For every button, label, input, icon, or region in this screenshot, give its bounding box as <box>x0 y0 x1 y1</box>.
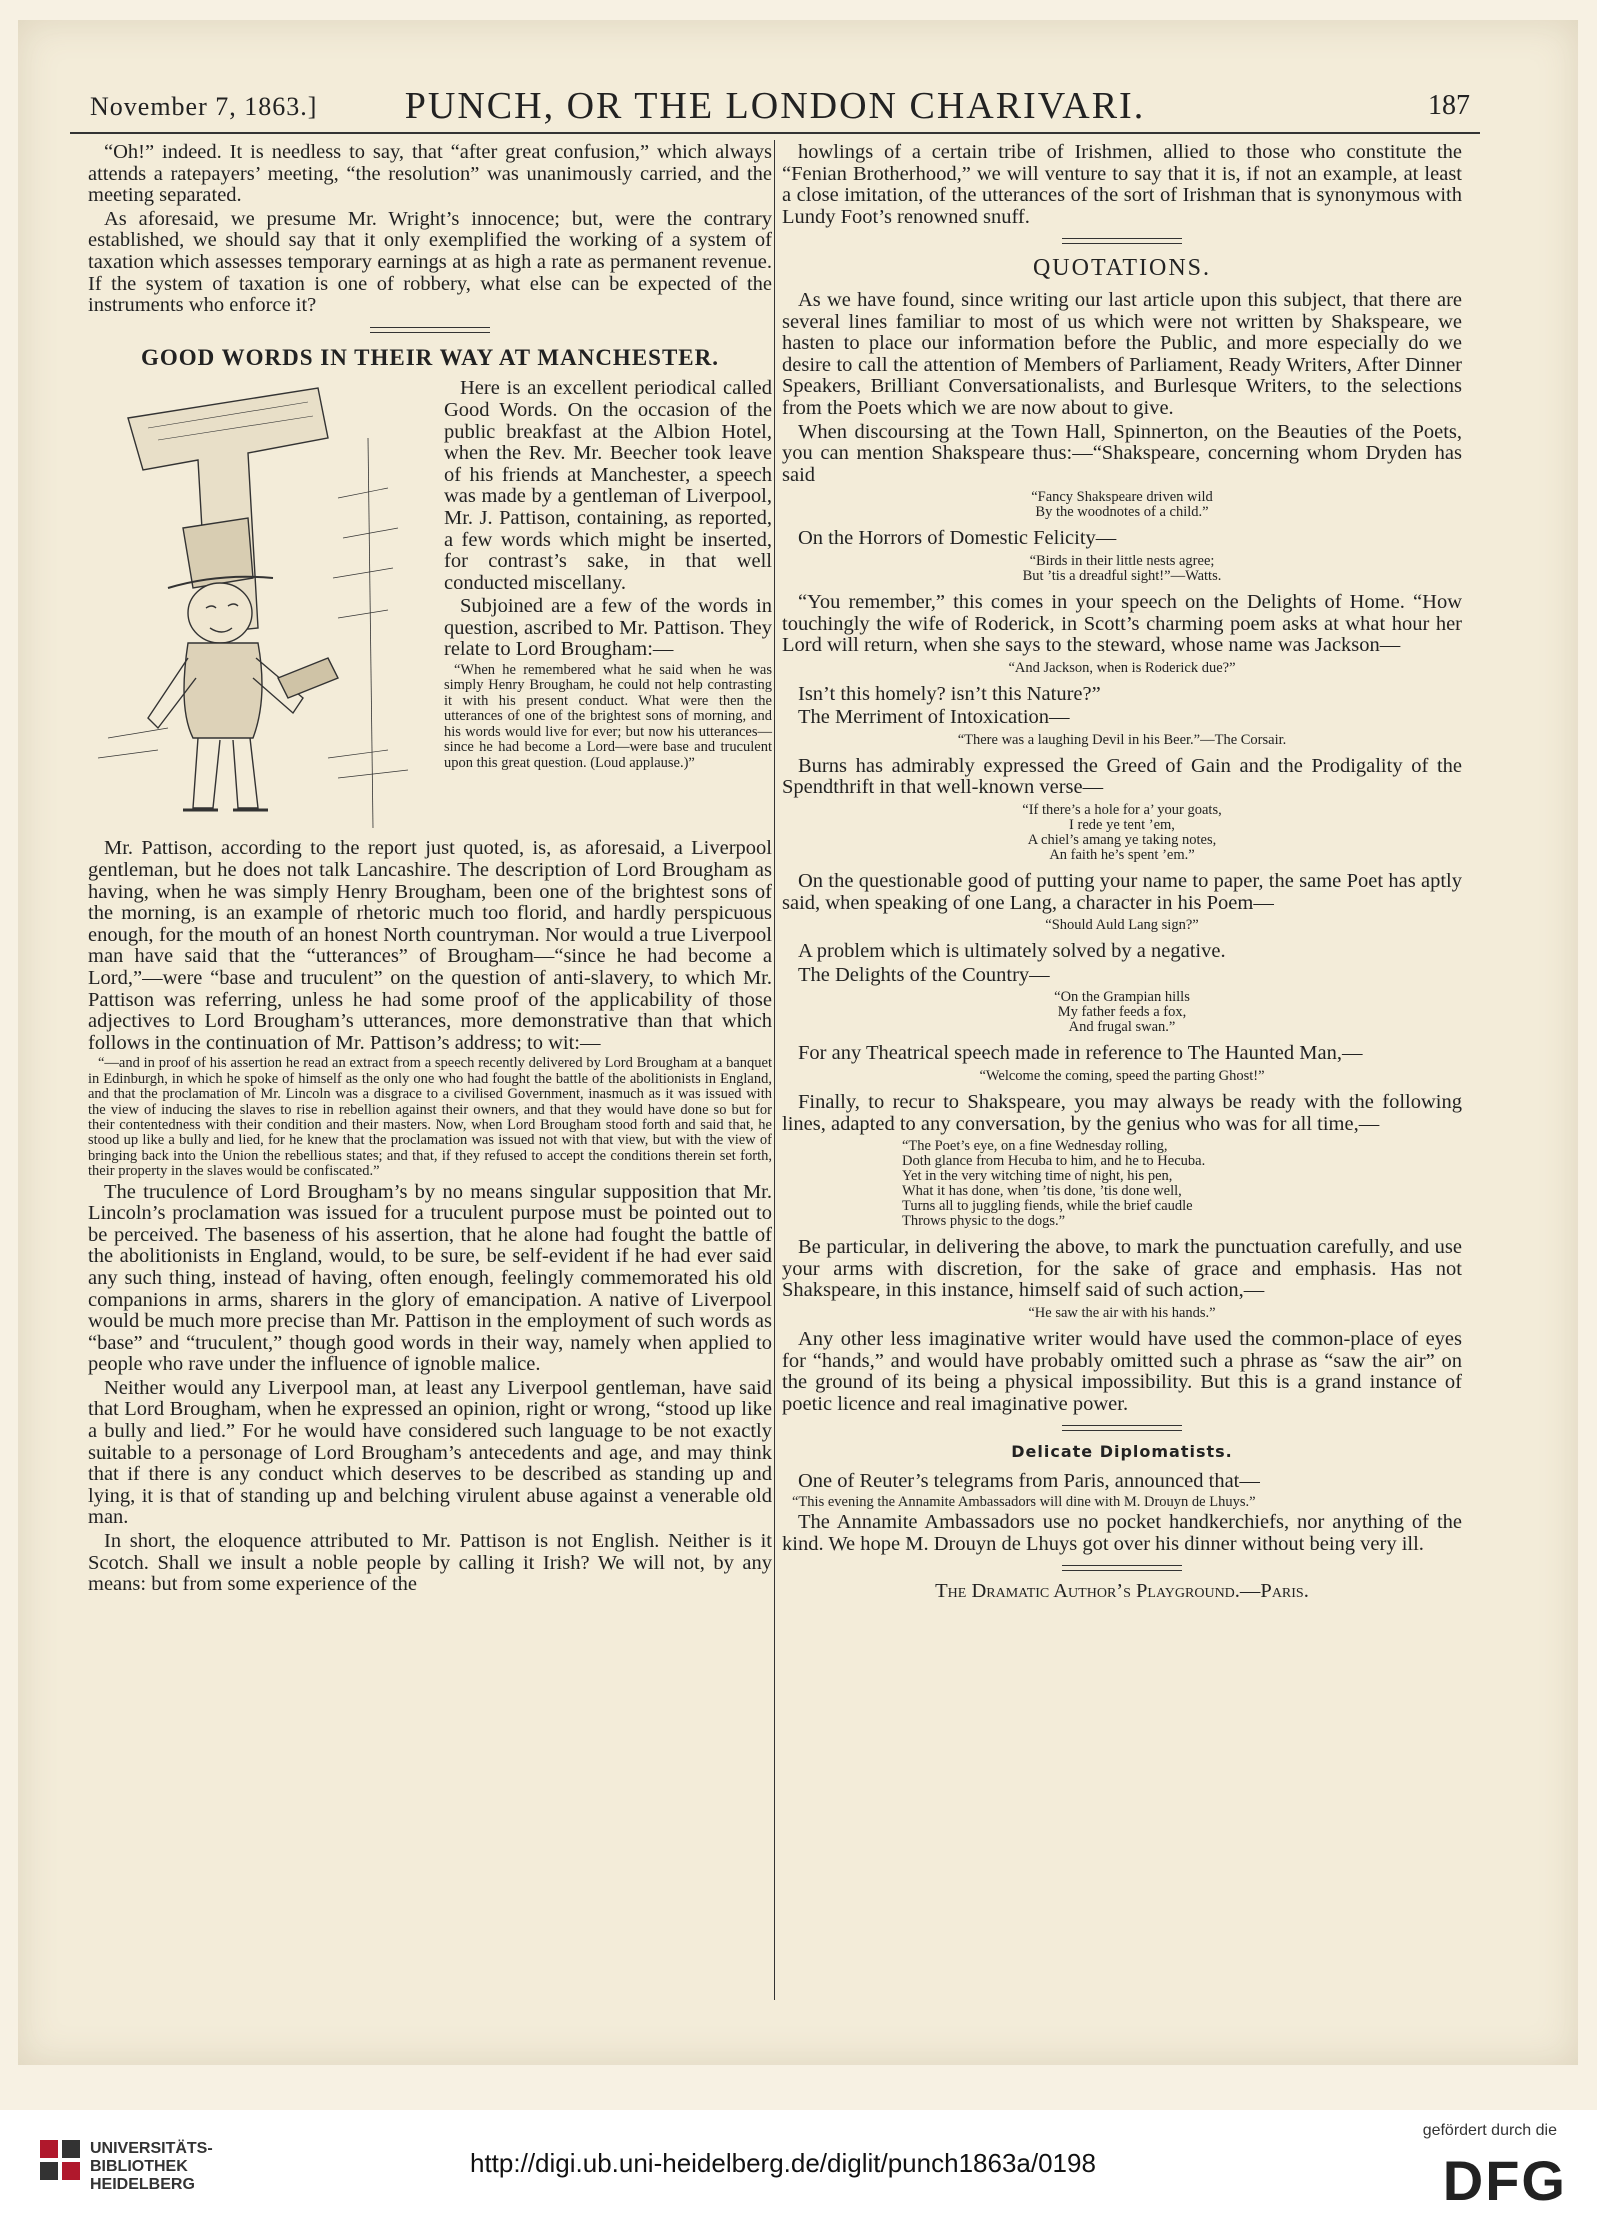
t-initial-illustration <box>88 378 418 838</box>
verse-line: “Welcome the coming, speed the parting Ghost!” <box>979 1068 1265 1085</box>
verse-line: I rede ye tent ’em, <box>1069 817 1175 834</box>
left-column <box>88 142 772 1598</box>
verse-line: A chiel’s amang ye taking notes, <box>1027 832 1217 849</box>
paragraph: howlings of a certain tribe of Irishmen, allied to those who constitute the “Fenian Brotherhood,” we will venture to say that it is, if not an example, at least a close imitation, of the utterances of the sort of Irishman that is synonymous with Lundy Foot’s renowned snuff. <box>782 141 1462 228</box>
paragraph: On the questionable good of putting your name to paper, the same Poet has aptly said, when speaking of one Lang, a character in his Poem— <box>782 870 1462 914</box>
illustrated-text <box>444 378 772 773</box>
paragraph: As we have found, since writing our last article upon this subject, that there are several lines familiar to most of us which were not written by Shakspeare, we hasten to place our information before the Public, and more especially do we desire to call the attention of Members of Parliament, Ready Writers, After Dinner Speakers, Brilliant Conversationalists, and Burlesque Writers, to the selections from the Poets which we are now about to give. <box>782 288 1462 419</box>
paragraph: Any other less imaginative writer would have used the common-place of eyes for “hands,” and would have probably omitted such a phrase as “saw the air” on the ground of its being a physical impossibility. But this is a grand instance of poetic licence and real imaginative power. <box>782 1328 1462 1415</box>
paragraph: Neither would any Liverpool man, at least any Liverpool gentleman, have said that Lord Brougham, when he expressed an opinion, right or wrong, “stood up like a bully and lied.” For he would have considered such language to be not exactly suitable to a personage of Lord Brougham’s antecedents and age, and may think that if there is any conduct which deserves to be described as standing up and lying, it is that of standing up and belching virulent abuse against a venerable old man. <box>88 1376 772 1529</box>
verse <box>782 803 1462 863</box>
verse <box>782 733 1462 748</box>
paragraph: For any Theatrical speech made in reference to The Haunted Man,— <box>798 1042 1363 1065</box>
verse <box>782 1069 1462 1084</box>
verse-line: Throws physic to the dogs.” <box>902 1213 1066 1230</box>
paragraph: As aforesaid, we presume Mr. Wright’s innocence; but, were the contrary established, we should say that it only exemplified the working of a system of taxation which assesses temporary earnings at as high a rate as permanent revenue. If the system of taxation is one of robbery, what else can be expected of the instruments who enforce it? <box>88 207 772 317</box>
quoted-speech: “When he remembered what he said when he was simply Henry Brougham, he could not help contrasting it with his present conduct. What were then the utterances of one of the brightest sons of morning, and his words would live for ever; but now his utterances—since he had become a Lord—were base and truculent upon this great question. (Loud applause.)” <box>444 662 772 771</box>
library-name: UNIVERSITÄTS- BIBLIOTHEK HEIDELBERG <box>90 2140 213 2193</box>
paragraph: Mr. Pattison, according to the report just quoted, is, as aforesaid, a Liverpool gentleman, but he does not talk Lancashire. The description of Lord Brougham as having, when he was simply Henry Brougham, been one of the brightest sons of the morning, is an example of rhetoric much too florid, and hardly perspicuous enough, for the mouth of an honest North countryman. Nor would a true Liverpool man have said that the “utterances” of Brougham—“since he had become a Lord,”—were “base and truculent” on the question of anti-slavery, to which Mr. Pattison was referring, unless he had some proof of the applicability of those adjectives to Lord Brougham’s utterances, more demonstrative than that which follows in the continuation of Mr. Pattison’s address; to wit:— <box>88 837 772 1054</box>
funding-note: gefördert durch die <box>1422 2122 1557 2139</box>
illustrated-block <box>88 378 772 838</box>
verse-line: What it has done, when ’tis done, ’tis done well, <box>902 1183 1182 1200</box>
section-rule <box>370 327 490 333</box>
dfg-logo: DFG <box>1442 2149 1567 2212</box>
verse-line: An faith he’s spent ’em.” <box>1049 847 1195 864</box>
verse-line: “Fancy Shakspeare driven wild <box>1031 489 1213 506</box>
paragraph: When discoursing at the Town Hall, Spinnerton, on the Beauties of the Poets, you can mention Shakspeare thus:—“Shakspeare, concerning whom Dryden has said <box>782 420 1462 486</box>
paragraph: “Oh!” indeed. It is needless to say, that “after great confusion,” which always attends a ratepayers’ meeting, “the resolution” was unanimously carried, and the meeting separated. <box>88 141 772 207</box>
right-column <box>782 142 1462 1605</box>
header-date: November 7, 1863.] <box>90 92 318 121</box>
library-logo-icon <box>40 2140 80 2180</box>
paragraph: Finally, to recur to Shakspeare, you may always be ready with the following lines, adapted to any conversation, by the genius who was for all time,— <box>782 1091 1462 1135</box>
verse-line: “Should Auld Lang sign?” <box>1045 917 1199 934</box>
header-title: PUNCH, OR THE LONDON CHARIVARI. <box>404 85 1146 127</box>
verse-line: By the woodnotes of a child.” <box>1035 504 1209 521</box>
paragraph: Isn’t this homely? isn’t this Nature?” <box>798 682 1101 705</box>
verse-line: “Birds in their little nests agree; <box>1029 552 1215 569</box>
article-heading: Delicate Diplomatists. <box>1011 1442 1233 1462</box>
verse <box>782 554 1462 584</box>
verse-line: “There was a laughing Devil in his Beer.”—The Corsair. <box>957 731 1287 748</box>
telegram-quote: “This evening the Annamite Ambassadors will dine with M. Drouyn de Lhuys.” <box>792 1493 1256 1510</box>
verse-line: “He saw the air with his hands.” <box>1028 1305 1216 1321</box>
article-heading: GOOD WORDS IN THEIR WAY AT MANCHESTER. <box>141 344 719 370</box>
verse <box>782 990 1462 1035</box>
verse-line: Yet in the very witching time of night, his pen, <box>902 1168 1173 1185</box>
verse <box>782 490 1462 520</box>
paragraph: The Merriment of Intoxication— <box>798 706 1070 729</box>
permalink[interactable]: http://digi.ub.uni-heidelberg.de/diglit/punch1863a/0198 <box>470 2148 1096 2178</box>
paragraph: One of Reuter’s telegrams from Paris, announced that— <box>798 1469 1260 1492</box>
quoted-extract: “—and in proof of his assertion he read an extract from a speech recently delivered by Lord Brougham at a banquet in Edinburgh, in which he spoke of himself as the only one who had fought the battle of the abolitionists in England, and that the proclamation of Mr. Lincoln was a disgrace to a civilised Government, inasmuch as it was issued with the view of inducing the slaves to rise in rebellion against their owners, and that they would have done so but for their contentedness with their condition and their masters. Now, when Lord Brougham stood forth and said that, he stood up like a bully and lied, for he knew that the proclamation was issued not with that view, but with the view of bringing back into the Union the rebellious states; and that, if they refused to accept the conditions therein set forth, their property in the slaves would be confiscated.” <box>88 1055 772 1180</box>
verse <box>782 1306 1462 1321</box>
verse-line: But ’tis a dreadful sight!”—Watts. <box>1022 567 1222 584</box>
verse-line: “On the Grampian hills <box>1054 989 1190 1006</box>
verse <box>782 661 1462 676</box>
section-rule <box>1062 1425 1182 1431</box>
page-number: 187 <box>1428 90 1470 121</box>
paragraph: Subjoined are a few of the words in question, ascribed to Mr. Pattison. They relate to Lord Brougham:— <box>444 595 772 661</box>
verse-line: “The Poet’s eye, on a fine Wednesday rolling, <box>902 1138 1168 1155</box>
verse-line: “And Jackson, when is Roderick due?” <box>1008 659 1236 676</box>
paragraph: A problem which is ultimately solved by a negative. <box>798 940 1226 963</box>
paragraph: “You remember,” this comes in your speech on the Delights of Home. “How touchingly the wife of Roderick, in Scott’s charming poem asks at what hour her Lord will return, when she says to the steward, whose name was Jackson— <box>782 590 1462 657</box>
verse <box>782 1139 1462 1229</box>
closing-line: The Dramatic Author’s Playground.—Paris. <box>935 1580 1309 1603</box>
verse-line: Turns all to juggling fiends, while the brief caudle <box>902 1198 1193 1215</box>
article-heading: QUOTATIONS. <box>1032 255 1212 282</box>
section-rule <box>1062 1565 1182 1571</box>
verse-line: “If there’s a hole for a’ your goats, <box>1022 802 1222 819</box>
digitization-footer <box>0 2110 1597 2228</box>
paragraph: Here is an excellent periodical called Good Words. On the occasion of the public breakfast at the Albion Hotel, when the Rev. Mr. Beecher took leave of his friends at Manchester, a speech was made by a gentleman of Liverpool, Mr. J. Pattison, containing, as reported, a few words which might be inserted, for contrast’s sake, in that well conducted miscellany. <box>444 377 772 594</box>
verse-line: And frugal swan.” <box>1068 1019 1176 1036</box>
paragraph: Be particular, in delivering the above, to mark the punctuation carefully, and use your arms with discretion, for the sake of grace and emphasis. Has not Shakspeare, in this instance, himself said of such action,— <box>782 1236 1462 1302</box>
paragraph: The Annamite Ambassadors use no pocket handkerchiefs, nor anything of the kind. We hope M. Drouyn de Lhuys got over his dinner without being very ill. <box>782 1510 1462 1555</box>
verse-line: My father feeds a fox, <box>1057 1004 1187 1021</box>
paragraph: In short, the eloquence attributed to Mr. Pattison is not English. Neither is it Scotch. Shall we insult a noble people by calling it Irish? We will not, by any means: but from some experience of the <box>88 1530 772 1596</box>
paragraph: On the Horrors of Domestic Felicity— <box>798 527 1117 550</box>
page-header <box>70 84 1480 134</box>
paragraph: Burns has admirably expressed the Greed of Gain and the Prodigality of the Spendthrift in that well-known verse— <box>782 754 1462 799</box>
verse-line: Doth glance from Hecuba to him, and he to Hecuba. <box>902 1153 1206 1170</box>
paragraph: The truculence of Lord Brougham’s by no means singular supposition that Mr. Lincoln’s proclamation was issued for a truculent purpose must be pointed out to be perceived. The baseness of his assertion, that he alone had fought the battle of the abolitionists in England, would, to be sure, be self-evident if he had ever said any such thing, instead of having, often enough, feelingly commemorated his old companions in arms, sharers in the glory of emancipation. A native of Liverpool would be much more precise than Mr. Pattison in the employment of such words as “base” and “truculent,” though good words in their way, namely when applied to people who rave under the influence of ignoble malice. <box>88 1180 772 1376</box>
section-rule <box>1062 238 1182 244</box>
verse <box>782 918 1462 933</box>
paragraph: The Delights of the Country— <box>798 963 1050 986</box>
column-divider <box>774 140 775 2000</box>
